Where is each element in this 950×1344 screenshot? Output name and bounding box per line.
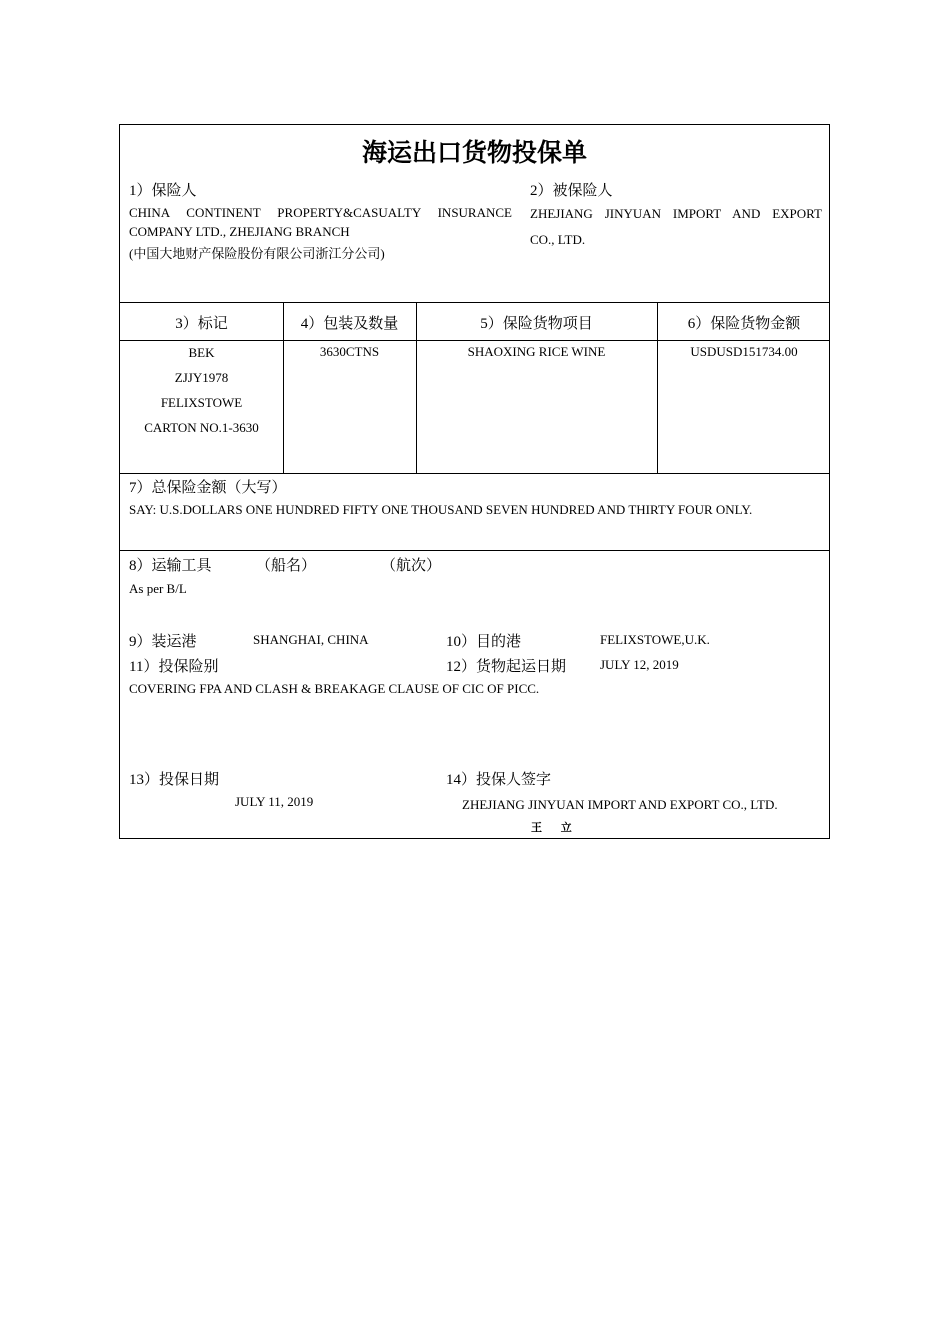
shipping-mark-line: BEK	[188, 345, 215, 360]
shipping-mark-line: CARTON NO.1-3630	[144, 420, 259, 435]
total-amount-label: 7）总保险金额（大写）	[129, 480, 287, 496]
shipping-mark-line: ZJJY1978	[174, 370, 229, 385]
coverage-value: COVERING FPA AND CLASH & BREAKAGE CLAUSE OF CIC OF PICC.	[129, 681, 540, 696]
divider	[120, 550, 829, 551]
insured-name-line2: CO., LTD.	[530, 232, 586, 247]
insurer-name-line2: COMPANY LTD., ZHEJIANG BRANCH	[129, 224, 350, 239]
insurer-label: 1）保险人	[129, 183, 197, 199]
coverage-label: 11）投保险别	[129, 659, 219, 675]
goods-description-header: 5）保险货物项目	[480, 316, 593, 332]
conveyance-value: As per B/L	[129, 581, 187, 596]
application-date-value: JULY 11, 2019	[235, 794, 314, 809]
marks-header: 3）标记	[175, 316, 228, 332]
insured-amount-value: USDUSD151734.00	[690, 344, 798, 359]
applicant-signature-label: 14）投保人签字	[446, 772, 552, 788]
divider	[120, 302, 829, 303]
port-of-loading-label: 9）装运港	[129, 634, 197, 650]
port-of-loading-value: SHANGHAI, CHINA	[253, 632, 369, 647]
total-amount-words: SAY: U.S.DOLLARS ONE HUNDRED FIFTY ONE THOUSAND SEVEN HUNDRED AND THIRTY FOUR ONLY.	[129, 502, 753, 517]
insurance-application-form	[119, 124, 830, 839]
goods-description-value: SHAOXING RICE WINE	[467, 344, 606, 359]
insured-amount-header: 6）保险货物金额	[687, 316, 801, 332]
vessel-name-label: （船名）	[256, 558, 317, 574]
conveyance-label: 8）运输工具	[129, 558, 212, 574]
application-date-label: 13）投保日期	[129, 772, 220, 788]
shipping-mark-line: FELIXSTOWE	[160, 395, 243, 410]
form-title: 海运出口货物投保单	[361, 140, 587, 167]
packing-quantity-header: 4）包装及数量	[300, 316, 399, 332]
divider	[120, 473, 829, 474]
divider	[120, 340, 829, 341]
packing-quantity-value: 3630CTNS	[319, 344, 380, 359]
insurer-name-chinese: (中国大地财产保险股份有限公司浙江分公司)	[129, 246, 385, 261]
insurer-name-line1: CHINA CONTINENT PROPERTY&CASUALTY INSURANCE	[129, 205, 512, 220]
destination-label: 10）目的港	[446, 634, 522, 650]
applicant-company: ZHEJIANG JINYUAN IMPORT AND EXPORT CO., LTD.	[462, 797, 778, 812]
destination-value: FELIXSTOWE,U.K.	[600, 632, 710, 647]
sailing-date-label: 12）货物起运日期	[446, 659, 567, 675]
insured-name-line1: ZHEJIANG JINYUAN IMPORT AND EXPORT	[530, 206, 822, 221]
voyage-label: （航次）	[381, 558, 442, 574]
sailing-date-value: JULY 12, 2019	[600, 657, 679, 672]
applicant-signature: 王 立	[531, 822, 580, 834]
insured-label: 2）被保险人	[530, 183, 613, 199]
